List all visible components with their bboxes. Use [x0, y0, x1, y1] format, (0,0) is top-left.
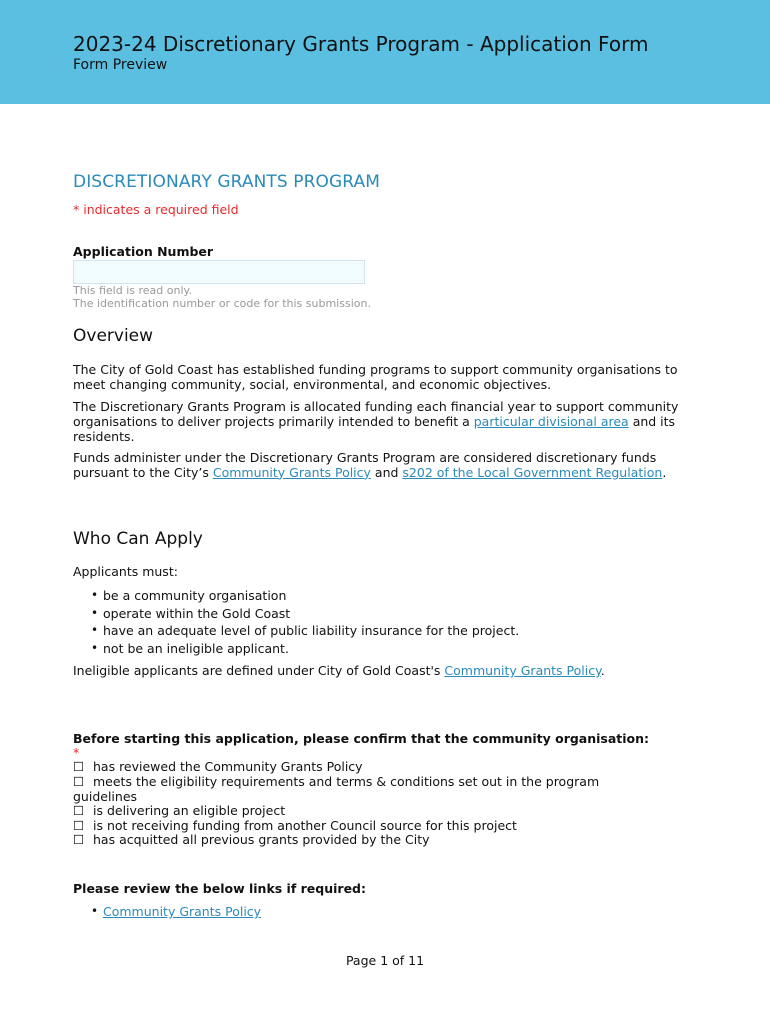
community-grants-policy-link[interactable]: Community Grants Policy [212, 464, 371, 480]
overview-paragraph-3 [73, 451, 683, 481]
form-title: 2023-24 Discretionary Grants Program - Application Form [73, 32, 649, 56]
application-number-label: Application Number [73, 244, 214, 259]
list-item [103, 903, 261, 921]
header-banner [0, 0, 770, 104]
confirm-option-label: meets the eligibility requirements and terms & conditions set out in the program guidelines [73, 774, 600, 804]
list-item: • be a community organisation [103, 587, 519, 605]
application-number-input[interactable] [73, 260, 365, 284]
overview-heading: Overview [73, 326, 154, 346]
confirm-option-5[interactable] [73, 833, 653, 848]
overview-paragraph-2 [73, 400, 683, 444]
read-only-hint: This field is read only. [73, 284, 192, 297]
section-title: DISCRETIONARY GRANTS PROGRAM [73, 172, 381, 192]
ineligible-applicants-note [73, 664, 683, 679]
overview-p2-text: The Discretionary Grants Program is allocated funding each financial year to support community organisations to deliver projects primarily intended to benefit a [73, 399, 679, 429]
local-government-regulation-link[interactable]: s202 of the Local Government Regulation [402, 464, 663, 480]
community-grants-policy-link-2[interactable]: Community Grants Policy [444, 663, 601, 678]
application-number-hint [73, 284, 371, 310]
checkbox-icon[interactable]: ☐ [73, 803, 85, 818]
confirm-option-label: has reviewed the Community Grants Policy [93, 759, 363, 774]
confirm-option-label: is not receiving funding from another Council source for this project [93, 818, 517, 833]
ineligible-note-period: . [600, 663, 605, 678]
list-item: • operate within the Gold Coast [103, 605, 519, 623]
overview-p3-text: Funds administer under the Discretionary Grants Program are considered discretionary funds pursuant to the City’s [73, 450, 657, 480]
checkbox-icon[interactable]: ☐ [73, 774, 85, 789]
identification-hint: The identification number or code for this submission. [73, 297, 371, 310]
confirm-option-1[interactable] [73, 760, 653, 775]
confirm-option-label: has acquitted all previous grants provided by the City [93, 832, 430, 847]
confirm-option-3[interactable] [73, 804, 653, 819]
community-grants-policy-review-link[interactable]: Community Grants Policy [103, 904, 262, 919]
overview-p3-and: and [370, 464, 403, 480]
form-subtitle: Form Preview [73, 57, 168, 73]
confirm-option-2[interactable] [73, 775, 653, 804]
list-item: • not be an ineligible applicant. [103, 640, 519, 658]
confirm-label: Before starting this application, please confirm that the community organisation: [73, 731, 650, 746]
eligibility-list [73, 587, 519, 657]
checkbox-icon[interactable]: ☐ [73, 759, 85, 774]
particular-divisional-area-link[interactable]: particular divisional area [473, 413, 629, 429]
required-field-note: * indicates a required field [73, 202, 239, 217]
checkbox-icon[interactable]: ☐ [73, 832, 85, 847]
required-marker: * [73, 745, 80, 760]
overview-p2-text-end: and its residents. [73, 413, 676, 444]
overview-paragraph-1: The City of Gold Coast has established funding programs to support community organisations to meet changing community, social, environmental, and economic objectives. [73, 362, 678, 392]
ineligible-note-text: Ineligible applicants are defined under City of Gold Coast's [73, 663, 445, 678]
review-links-label: Please review the below links if required: [73, 881, 366, 896]
list-item: • have an adequate level of public liability insurance for the project. [103, 622, 519, 640]
overview-p3-period: . [662, 464, 667, 480]
who-can-apply-heading: Who Can Apply [73, 529, 203, 549]
page-indicator: Page 1 of 11 [345, 953, 425, 968]
checkbox-icon[interactable]: ☐ [73, 818, 85, 833]
review-links-list [73, 903, 261, 921]
confirm-option-label: is delivering an eligible project [93, 803, 286, 818]
applicants-must-text: Applicants must: [73, 564, 178, 579]
